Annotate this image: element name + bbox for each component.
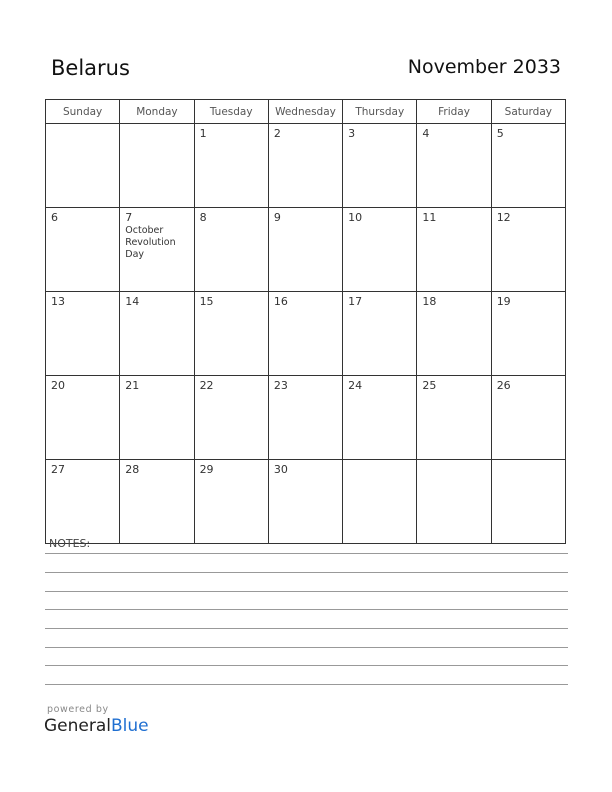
week-row [46,292,566,376]
weekday-monday: Monday [120,100,194,124]
day-cell [417,376,491,460]
weekday-tuesday: Tuesday [194,100,268,124]
holiday-label [125,225,188,261]
note-line [45,665,568,666]
day-cell [268,208,342,292]
day-cell [120,460,194,544]
day-number: 16 [273,295,288,308]
day-number: 2 [273,127,281,140]
weekday-friday: Friday [417,100,491,124]
day-number: 28 [125,463,140,476]
day-cell [194,208,268,292]
day-cell [343,460,417,544]
day-cell [491,208,565,292]
day-cell [268,376,342,460]
day-number: 21 [125,379,140,392]
day-cell [417,292,491,376]
holiday-label-line: Revolution [125,237,176,248]
day-cell [268,292,342,376]
note-line [45,628,568,629]
day-number: 6 [51,211,58,224]
day-number: 30 [273,463,288,476]
day-number: 1 [199,127,207,140]
day-number: 19 [496,295,511,308]
weekday-wednesday: Wednesday [268,100,342,124]
day-cell [343,124,417,208]
note-line [45,609,568,610]
day-cell [491,376,565,460]
day-cell [46,460,120,544]
day-cell [46,208,120,292]
day-cell [194,292,268,376]
day-number: 13 [51,295,65,308]
day-number: 3 [348,127,356,140]
day-number: 18 [422,295,437,308]
weekday-sunday: Sunday [46,100,120,124]
day-number: 26 [496,379,511,392]
day-cell [46,292,120,376]
day-number: 22 [199,379,214,392]
note-line [45,647,568,648]
day-cell [120,376,194,460]
day-cell [194,376,268,460]
day-number: 17 [348,295,363,308]
day-number: 20 [51,379,65,392]
day-number: 15 [199,295,214,308]
note-line [45,591,568,592]
day-cell [194,460,268,544]
day-number: 11 [422,211,437,224]
day-cell [417,208,491,292]
calendar-grid [45,99,566,544]
note-line [45,572,568,573]
day-cell [46,124,120,208]
day-number: 9 [273,211,281,224]
month-title: November 2033 [407,56,561,78]
day-number: 10 [348,211,363,224]
day-cell [120,124,194,208]
day-cell [268,124,342,208]
day-number: 24 [348,379,363,392]
day-cell [343,292,417,376]
brand-blue: Blue [111,716,149,736]
day-cell [417,124,491,208]
day-cell [343,208,417,292]
country-title: Belarus [51,56,130,80]
day-number: 14 [125,295,140,308]
week-row [46,460,566,544]
day-number: 8 [199,211,207,224]
day-cell [491,292,565,376]
note-line [45,684,568,685]
notes-label: NOTES: [49,537,91,550]
day-number: 23 [273,379,288,392]
day-cell [268,460,342,544]
day-cell [120,208,194,292]
day-cell [120,292,194,376]
weekday-thursday: Thursday [343,100,417,124]
day-number: 7 [125,211,133,224]
week-row [46,124,566,208]
brand-logo [44,716,149,736]
weekday-saturday: Saturday [491,100,565,124]
day-number: 29 [199,463,214,476]
day-cell [417,460,491,544]
day-cell [194,124,268,208]
day-number: 5 [496,127,504,140]
day-number: 27 [51,463,65,476]
day-number: 25 [422,379,437,392]
day-cell [46,376,120,460]
weekday-header-row [46,100,566,124]
day-number: 12 [496,211,511,224]
holiday-label-line: Day [125,249,145,260]
day-cell [343,376,417,460]
note-line [45,553,568,554]
powered-by-text: powered by [47,704,109,715]
day-cell [491,460,565,544]
holiday-label-line: October [125,225,164,236]
week-row [46,208,566,292]
brand-general: General [44,716,111,736]
day-number: 4 [422,127,430,140]
day-cell [491,124,565,208]
week-row [46,376,566,460]
